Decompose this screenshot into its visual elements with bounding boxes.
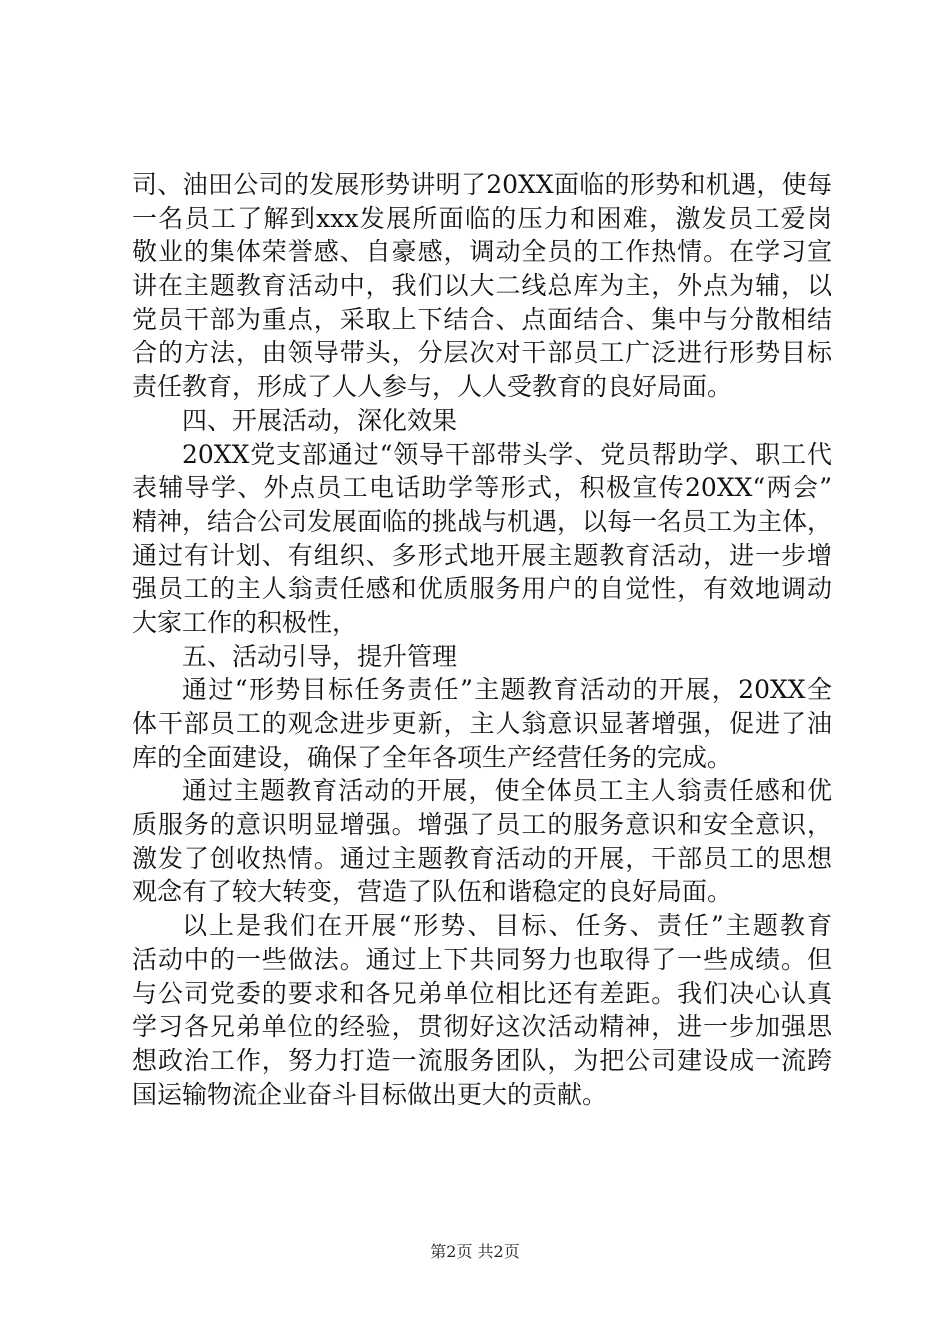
document-body bbox=[132, 168, 832, 1111]
text-line: 活动中的一些做法。通过上下共同努力也取得了一些成绩。但 bbox=[132, 944, 832, 974]
text-line: 司、油田公司的发展形势讲明了20XX面临的形势和机遇，使每 bbox=[132, 170, 832, 199]
text-line: 通过主题教育活动的开展，使全体员工主人翁责任感和优 bbox=[182, 776, 832, 806]
text-line: 学习各兄弟单位的经验，贯彻好这次活动精神，进一步加强思 bbox=[132, 1012, 832, 1042]
text-line: 国运输物流企业奋斗目标做出更大的贡献。 bbox=[132, 1079, 608, 1109]
text-line: 观念有了较大转变，营造了队伍和谐稳定的良好局面。 bbox=[132, 877, 733, 907]
text-line: 质服务的意识明显增强。增强了员工的服务意识和安全意识， bbox=[132, 810, 832, 840]
text-line: 通过“形势目标任务责任”主题教育活动的开展，20XX全 bbox=[182, 675, 832, 705]
text-line: 表辅导学、外点员工电话助学等形式，积极宣传20XX“两会” bbox=[132, 473, 832, 503]
text-line: 责任教育，形成了人人参与，人人受教育的良好局面。 bbox=[132, 372, 733, 402]
text-line: 通过有计划、有组织、多形式地开展主题教育活动，进一步增 bbox=[132, 540, 832, 570]
text-line: 与公司党委的要求和各兄弟单位相比还有差距。我们决心认真 bbox=[132, 978, 832, 1008]
text-line: 讲在主题教育活动中，我们以大二线总库为主，外点为辅，以 bbox=[132, 271, 832, 301]
text-line: 一名员工了解到xxx发展所面临的压力和困难，激发员工爱岗 bbox=[132, 203, 832, 233]
section-heading: 四、开展活动，深化效果 bbox=[182, 405, 458, 435]
text-line: 激发了创收热情。通过主题教育活动的开展，干部员工的思想 bbox=[132, 843, 832, 873]
page-number-footer: 第2页 共2页 bbox=[430, 1242, 520, 1261]
text-line: 精神，结合公司发展面临的挑战与机遇，以每一名员工为主体， bbox=[132, 506, 833, 536]
text-line: 党员干部为重点，采取上下结合、点面结合、集中与分散相结 bbox=[132, 304, 832, 334]
text-line: 敬业的集体荣誉感、自豪感，调动全员的工作热情。在学习宣 bbox=[132, 237, 832, 267]
section-heading: 五、活动引导，提升管理 bbox=[182, 641, 458, 671]
text-line: 合的方法，由领导带头，分层次对干部员工广泛进行形势目标 bbox=[132, 338, 832, 368]
text-line: 库的全面建设，确保了全年各项生产经营任务的完成。 bbox=[132, 742, 733, 772]
text-line: 20XX党支部通过“领导干部带头学、党员帮助学、职工代 bbox=[182, 439, 832, 469]
text-line: 以上是我们在开展“形势、目标、任务、责任”主题教育 bbox=[182, 911, 832, 941]
text-line: 强员工的主人翁责任感和优质服务用户的自觉性，有效地调动 bbox=[132, 574, 832, 604]
text-line: 体干部员工的观念进步更新，主人翁意识显著增强，促进了油 bbox=[132, 709, 832, 738]
text-line: 想政治工作，努力打造一流服务团队，为把公司建设成一流跨 bbox=[132, 1045, 832, 1075]
text-line: 大家工作的积极性， bbox=[132, 607, 358, 637]
